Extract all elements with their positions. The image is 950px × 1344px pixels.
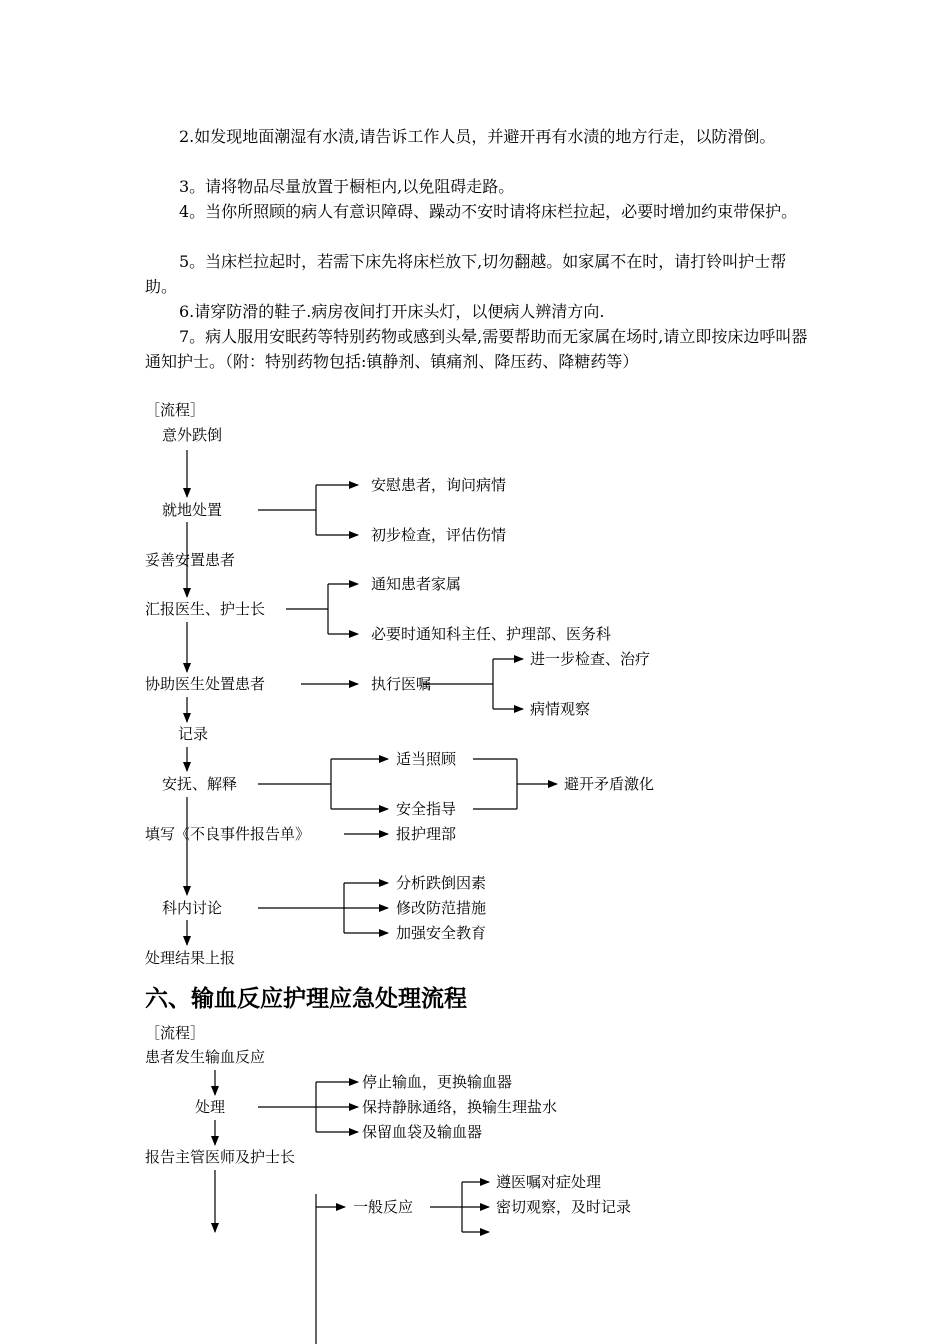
step-modify: 修改防范措施 — [396, 899, 487, 917]
step-symptomatic: 遵医嘱对症处理 — [496, 1173, 602, 1191]
step-stop: 停止输血，更换输血器 — [362, 1073, 513, 1091]
rule-paragraph-4: 4。当你所照顾的病人有意识障碍、躁动不安时请将床栏拉起，必要时增加约束带保护。 — [179, 202, 798, 221]
step-observe: 病情观察 — [530, 700, 591, 718]
step-keep-vein: 保持静脉通络，换输生理盐水 — [362, 1098, 558, 1116]
step-check: 初步检查，评估伤情 — [371, 526, 507, 544]
step-discuss: 科内讨论 — [162, 899, 223, 917]
section-title: 六、输血反应护理应急处理流程 — [145, 986, 467, 1012]
step-explain: 安抚、解释 — [162, 775, 238, 793]
step-nursing-dept: 报护理部 — [396, 825, 457, 843]
step-notify-family: 通知患者家属 — [371, 575, 462, 593]
step-result: 处理结果上报 — [145, 949, 236, 967]
step-educate: 加强安全教育 — [396, 924, 487, 942]
step-fall: 意外跌倒 — [162, 426, 223, 444]
step-record: 记录 — [178, 725, 209, 743]
rule-paragraph-2: 2.如发现地面潮湿有水渍,请告诉工作人员，并避开再有水渍的地方行走，以防滑倒。 — [179, 127, 776, 146]
step-report: 汇报医生、护士长 — [145, 600, 266, 618]
step-assist: 协助医生处置患者 — [145, 675, 266, 693]
step-comfort: 安慰患者，询问病情 — [371, 476, 507, 494]
flow-label: ［流程］ — [145, 1024, 206, 1042]
step-analyze: 分析跌倒因素 — [396, 874, 487, 892]
rule-paragraph-7: 7。病人服用安眠药等特别药物或感到头晕,需要帮助而无家属在场时,请立即按床边呼叫器通知护士。（附：特别药物包括:镇静剂、镇痛剂、降压药、降糖药等） — [145, 327, 808, 371]
step-orders: 执行医嘱 — [371, 675, 432, 693]
step-safety: 安全指导 — [396, 800, 457, 818]
step-watch: 密切观察，及时记录 — [496, 1198, 632, 1216]
step-onsite: 就地处置 — [162, 501, 223, 519]
step-keep-bag: 保留血袋及输血器 — [362, 1123, 483, 1141]
rule-paragraph-3: 3。请将物品尽量放置于橱柜内,以免阻碍走路。 — [179, 177, 515, 196]
step-notify-dept: 必要时通知科主任、护理部、医务科 — [371, 625, 612, 643]
step-avoid: 避开矛盾激化 — [564, 775, 655, 793]
step-occur: 患者发生输血反应 — [145, 1048, 266, 1066]
step-fill-report: 填写《不良事件报告单》 — [145, 825, 311, 843]
step-general: 一般反应 — [353, 1198, 414, 1216]
step-care: 适当照顾 — [396, 750, 457, 768]
step-handle: 处理 — [195, 1098, 226, 1116]
flow-label: ［流程］ — [145, 401, 206, 419]
step-settle: 妥善安置患者 — [145, 551, 236, 569]
step-further: 进一步检查、治疗 — [530, 650, 651, 668]
rule-paragraph-5: 5。当床栏拉起时，若需下床先将床栏放下,切勿翻越。如家属不在时，请打铃叫护士帮助。 — [145, 252, 787, 296]
step-report-doctor: 报告主管医师及护士长 — [145, 1148, 296, 1166]
rule-paragraph-6: 6.请穿防滑的鞋子.病房夜间打开床头灯，以便病人辨清方向. — [179, 302, 605, 321]
